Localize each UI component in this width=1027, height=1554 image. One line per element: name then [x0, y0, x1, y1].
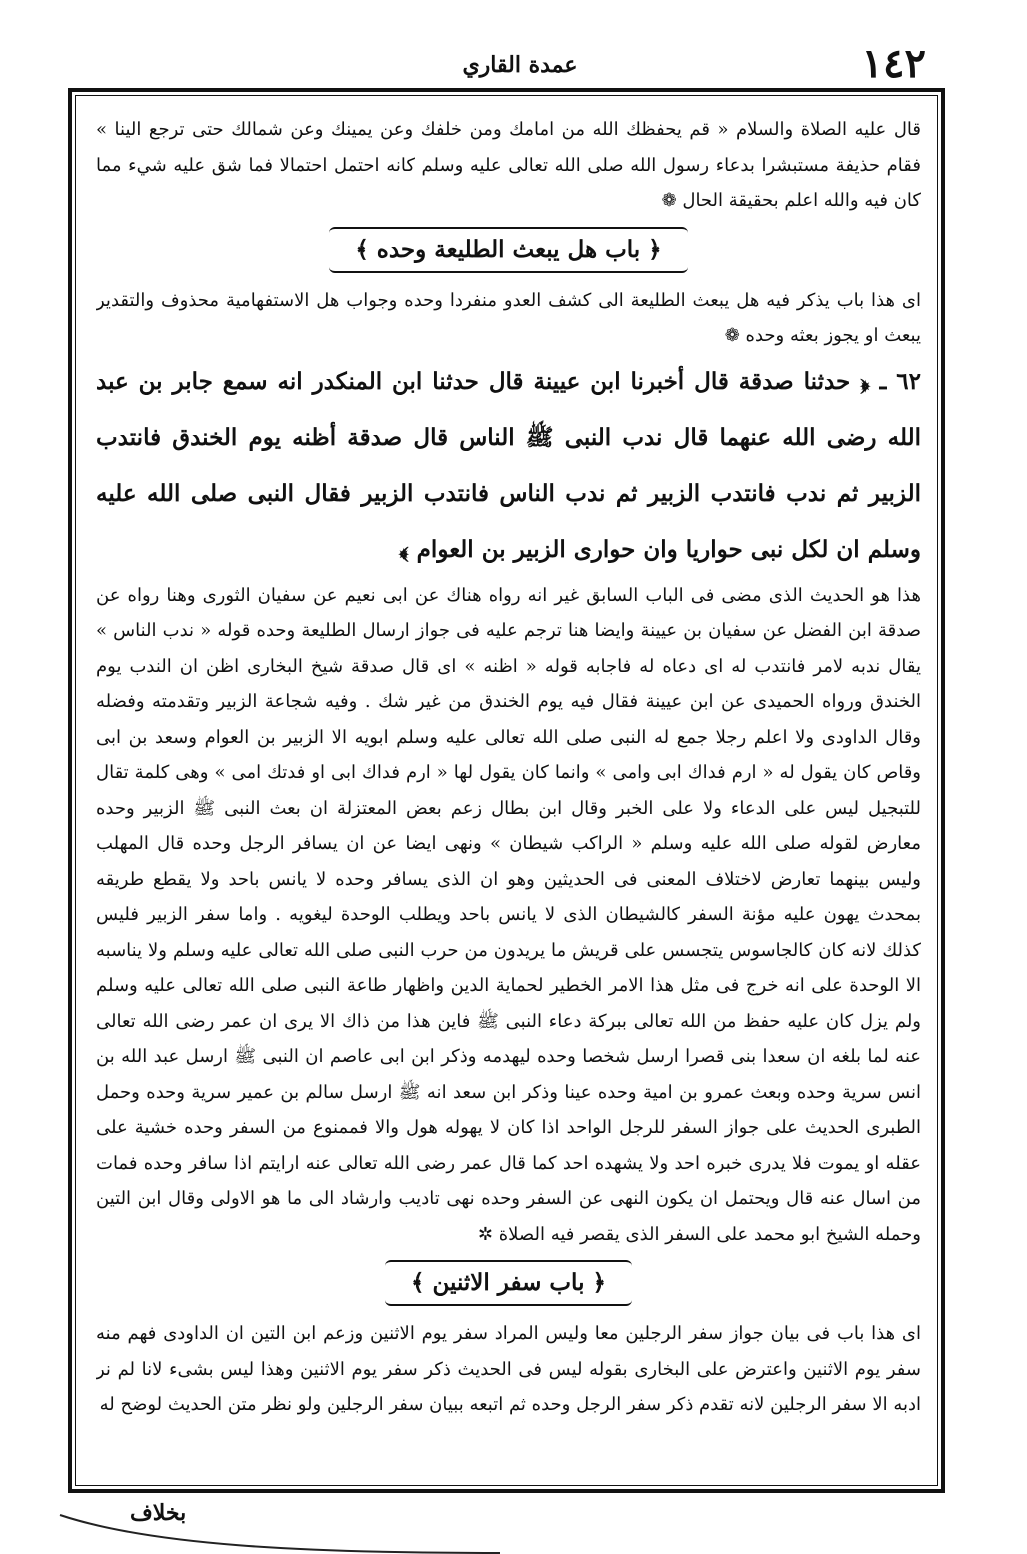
chapter-heading-1 — [96, 227, 921, 273]
paragraph-final: اى هذا باب فى بيان جواز سفر الرجلين معا وليس المراد سفر يوم الاثنين وزعم ابن التين ان الداودى فهم منه سفر يوم الاثنين واعترض على البخارى بقوله ليس فى الحديث ذكر سفر يوم الاثنين وهذا ليس بشىء لانا لم نر ادبه الا سفر الرجلين لانه تقدم ذكر سفر الرجل وحده ثم اتبعه ببيان سفر الرجلين ولو نظر متن الحديث لوضح له — [96, 1323, 921, 1415]
page-body — [96, 112, 921, 1484]
page-number: ١٤٢ — [861, 40, 926, 87]
page-edge-curve — [0, 1495, 1027, 1554]
chapter-heading-text: ﴿ باب هل يبعث الطليعة وحده ﴾ — [329, 227, 687, 273]
running-head — [70, 38, 970, 88]
chapter-heading-text: ﴿ باب سفر الاثنين ﴾ — [385, 1260, 632, 1306]
paragraph-chapter-explanation: اى هذا باب يذكر فيه هل يبعث الطليعة الى كشف العدو منفردا وحده وجواب هل الاستفهامية محذوف والتقدير يبعث او يجوز بعثه وحده ❁ — [96, 289, 921, 346]
paragraph-commentary: هذا هو الحديث الذى مضى فى الباب السابق غير انه رواه هناك عن ابى نعيم عن سفيان الثورى وهنا رواه عن صدقة ابن الفضل عن سفيان بن عيينة وايضا هنا ترجم عليه فى جواز ارسال الطليعة وحده قوله « ندب الناس » يقال ندبه لامر فانتدب له اى دعاه له فاجابه قوله « اظنه » اى قال صدقة شيخ البخارى اظن ان الندب يوم الخندق ورواه الحميدى عن ابن عيينة فقال فيه يوم الخندق من غير شك . وفيه شجاعة الزبير وتقدمته وفضله وقال الداودى ولا اعلم رجلا جمع له النبى صلى الله تعالى عليه وسلم ابويه الا الزبير بن العوام وسعد بن ابى وقاص كان يقول له « ارم فداك ابى وامى » وانما كان يقول لها « ارم فداك ابى او فدتك امى » وهى كلمة تقال للتبجيل ليس على الدعاء ولا على الخبر وقال ابن بطال زعم بعض المعتزلة ان بعث النبى ﷺ الزبير وحده معارض لقوله صلى الله عليه وسلم « الراكب شيطان » ونهى ايضا عن ان يسافر الرجل وحده قال المهلب وليس بينهما تعارض لاختلاف المعنى فى الحديثين وهو ان الذى يسافر وحده لا يانس باحد ولا يقطع طريقه بمحدث يهون عليه مؤنة السفر كالشيطان الذى لا يانس باحد ويطلب الوحدة ليغويه . واما سفر الزبير فليس كذلك لانه كان كالجاسوس يتجسس على قريش ما يريدون من حرب النبى صلى الله تعالى عليه وسلم ولا يناسبه الا الوحدة على انه خرج فى مثل هذا الامر الخطير لحماية الدين واظهار طاعة النبى صلى الله تعالى عليه وسلم ولم يزل كان عليه حفظ من الله تعالى ببركة دعاء النبى ﷺ فاين هذا من ذاك الا يرى ان عمر رضى الله تعالى عنه لما بلغه ان سعدا بنى قصرا ارسل شخصا وحده ليهدمه وذكر ابن ابى عاصم ان النبى ﷺ ارسل عبد الله بن انس سرية وحده وبعث عمرو بن امية وحده عينا وذكر ابن سعد انه ﷺ ارسل سالم بن عمير سرية وحده وحمل الطبرى الحديث على جواز السفر للرجل الواحد اذا كان لا يهوله هول والا فممنوع من السفر وحده خشية على عقله او يموت فلا يدرى خبره احد ولا يشهده احد كما قال عمر رضى الله تعالى عنه ارايتم اذا سافر وحده فمات من اسال عنه قال ويحتمل ان يكون النهى عن السفر وحده نهى تاديب وارشاد الى ما هو الاولى وقال ابن التين وحمله الشيخ ابو محمد على السفر الذى يقصر فيه الصلاة ✲ — [96, 584, 921, 1245]
chapter-heading-2 — [96, 1260, 921, 1306]
paragraph-intro: قال عليه الصلاة والسلام « قم يحفظك الله من امامك ومن خلفك وعن يمينك وعن شمالك حتى ترجع الينا » فقام حذيفة مستبشرا بدعاء رسول الله صلى الله تعالى عليه وسلم كانه احتمل احتمالا فما شق عليه شيء مما كان فيه والله اعلم بحقيقة الحال ❁ — [96, 119, 921, 211]
catchword: بخلاف — [130, 1500, 187, 1526]
hadith-text: ٦٢ ـ ﴿ حدثنا صدقة قال أخبرنا ابن عيينة قال حدثنا ابن المنكدر انه سمع جابر بن عبد الله رضى الله عنهما قال ندب النبى ﷺ الناس قال صدقة أظنه يوم الخندق فانتدب الزبير ثم ندب فانتدب الزبير ثم ندب الناس فانتدب الزبير فقال النبى صلى الله عليه وسلم ان لكل نبى حواريا وان حوارى الزبير بن العوام ﴾ — [96, 367, 921, 563]
book-title: عمدة القاري — [462, 52, 578, 78]
